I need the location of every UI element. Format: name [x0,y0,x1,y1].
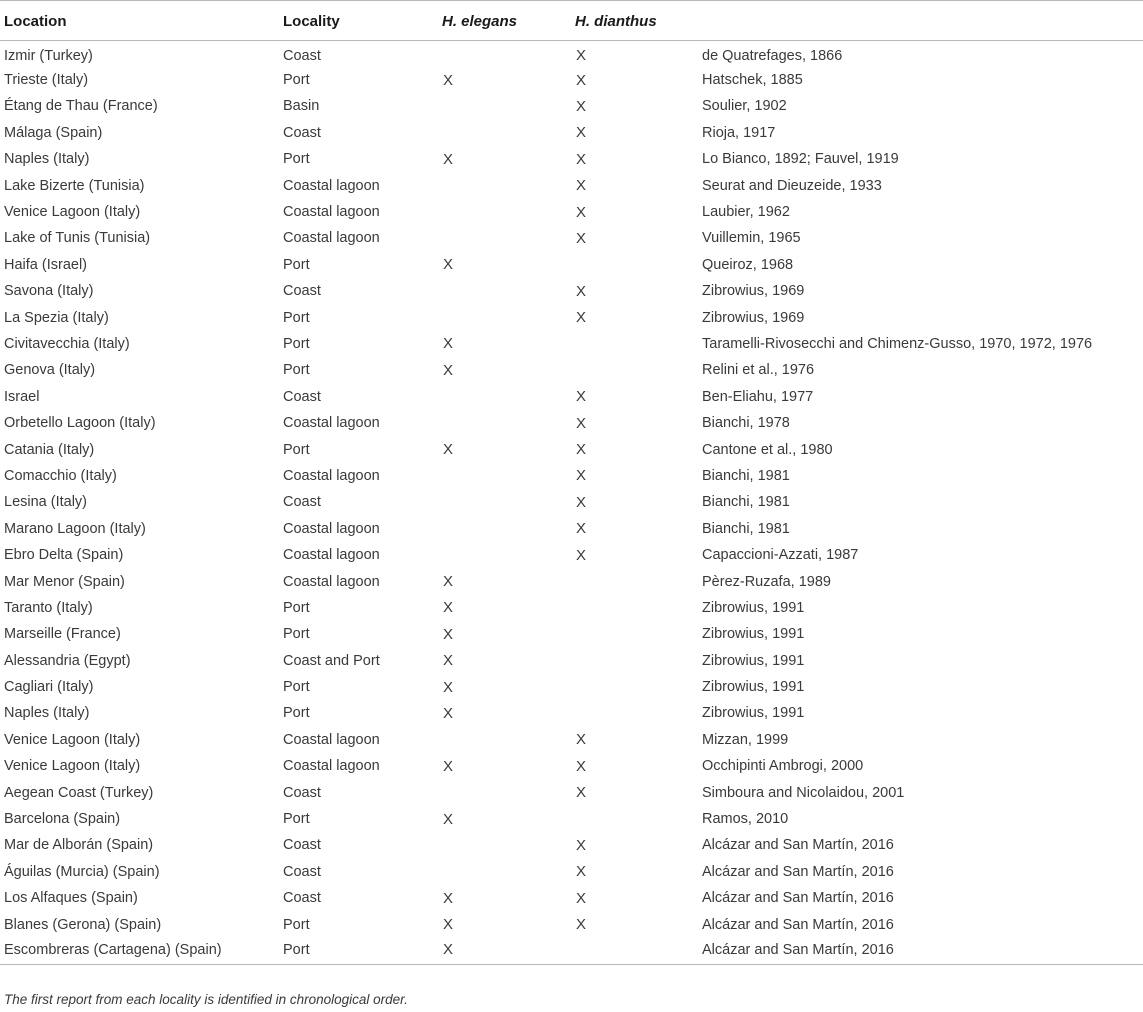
cell-location: Lesina (Italy) [4,494,88,511]
cell-h-elegans-mark: X [443,71,454,89]
cell-location: Águilas (Murcia) (Spain) [4,863,160,880]
table-row [0,172,1143,198]
cell-location: La Spezia (Italy) [4,309,109,326]
cell-location: Lake Bizerte (Tunisia) [4,177,145,194]
cell-locality: Coastal lagoon [283,467,380,484]
cell-h-dianthus-mark: X [576,863,587,881]
cell-reference: Rioja, 1917 [702,124,776,141]
cell-h-elegans-mark [438,199,571,225]
table-footnote: The first report from each locality is identified in chronological order. [4,992,408,1007]
cell-h-elegans-mark [438,832,571,858]
cell-reference: Alcázar and San Martín, 2016 [702,890,894,907]
cell-h-dianthus-mark: X [576,493,587,511]
cell-locality: Coast [283,124,321,141]
cell-reference: Zibrowius, 1969 [702,309,805,326]
cell-reference: Bianchi, 1981 [702,494,790,511]
cell-location: Lake of Tunis (Tunisia) [4,230,151,247]
cell-location: Ebro Delta (Spain) [4,547,124,564]
cell-locality: Coast [283,890,321,907]
cell-locality: Port [283,941,310,958]
cell-locality: Coast [283,494,321,511]
header-row [0,1,1143,41]
cell-location: Mar Menor (Spain) [4,573,125,590]
cell-h-elegans-mark: X [443,361,454,379]
cell-h-elegans-mark: X [443,599,454,617]
cell-location: Genova (Italy) [4,362,96,379]
cell-h-elegans-mark [438,779,571,805]
table-row [0,67,1143,93]
cell-location: Taranto (Italy) [4,599,93,616]
cell-reference: Zibrowius, 1991 [702,652,805,669]
cell-h-dianthus-mark: X [576,414,587,432]
cell-locality: Coast [283,784,321,801]
table-row [0,384,1143,410]
cell-reference: Alcázar and San Martín, 2016 [702,863,894,880]
cell-locality: Coastal lagoon [283,520,380,537]
table-row [0,542,1143,568]
cell-locality: Port [283,441,310,458]
cell-h-elegans-mark [438,727,571,753]
table-row [0,621,1143,647]
cell-h-dianthus-mark [571,357,702,383]
cell-reference: Taramelli-Rivosecchi and Chimenz-Gusso, 1970, 1972, 1976 [702,335,1093,352]
cell-h-elegans-mark [438,120,571,146]
cell-h-elegans-mark [438,304,571,330]
cell-location: Orbetello Lagoon (Italy) [4,415,156,432]
cell-locality: Port [283,916,310,933]
cell-locality: Port [283,362,310,379]
cell-reference: Zibrowius, 1991 [702,626,805,643]
table-row [0,357,1143,383]
cell-h-dianthus-mark: X [576,203,587,221]
cell-location: Marseille (France) [4,626,121,643]
table-row [0,806,1143,832]
cell-h-elegans-mark: X [443,625,454,643]
table-row [0,463,1143,489]
cell-reference: Vuillemin, 1965 [702,230,801,247]
cell-location: Venice Lagoon (Italy) [4,758,141,775]
cell-h-dianthus-mark: X [576,150,587,168]
cell-locality: Coast [283,47,321,64]
cell-h-dianthus-mark: X [576,282,587,300]
cell-reference: Laubier, 1962 [702,204,790,221]
table-row [0,120,1143,146]
cell-location: Escombreras (Cartagena) (Spain) [4,941,222,958]
cell-h-dianthus-mark: X [576,124,587,142]
cell-location: Barcelona (Spain) [4,811,121,828]
table-body [0,41,1143,965]
cell-reference: Zibrowius, 1991 [702,705,805,722]
cell-h-elegans-mark: X [443,150,454,168]
cell-h-elegans-mark [438,278,571,304]
cell-locality: Coastal lagoon [283,573,380,590]
table-row [0,911,1143,937]
cell-h-elegans-mark: X [443,573,454,590]
cell-reference: Cantone et al., 1980 [702,441,833,458]
cell-reference: Alcázar and San Martín, 2016 [702,837,894,854]
cell-h-dianthus-mark: X [576,467,587,485]
cell-h-elegans-mark [438,41,571,67]
cell-reference: Lo Bianco, 1892; Fauvel, 1919 [702,151,899,168]
cell-location: Catania (Italy) [4,441,95,458]
cell-h-elegans-mark: X [443,757,454,775]
table-row [0,93,1143,119]
cell-h-dianthus-mark: X [576,229,587,247]
cell-reference: Pèrez-Ruzafa, 1989 [702,573,831,590]
cell-locality: Coastal lagoon [283,758,380,775]
cell-location: Izmir (Turkey) [4,47,93,64]
header-location: Location [4,13,67,30]
cell-reference: Alcázar and San Martín, 2016 [702,941,894,958]
table-row [0,568,1143,594]
cell-location: Savona (Italy) [4,283,94,300]
cell-locality: Coastal lagoon [283,204,380,221]
cell-h-dianthus-mark: X [576,441,587,459]
cell-location: Aegean Coast (Turkey) [4,784,154,801]
cell-h-dianthus-mark: X [576,784,587,802]
cell-location: Los Alfaques (Spain) [4,890,138,907]
cell-h-elegans-mark [438,410,571,436]
cell-h-dianthus-mark [571,647,702,673]
cell-reference: Soulier, 1902 [702,98,787,115]
cell-reference: Bianchi, 1978 [702,415,790,432]
table-row [0,700,1143,726]
table-row [0,225,1143,251]
header-h-elegans: H. elegans [442,13,518,30]
cell-reference: Relini et al., 1976 [702,362,815,379]
cell-h-elegans-mark [438,384,571,410]
cell-h-dianthus-mark: X [576,889,587,907]
cell-h-dianthus-mark [571,674,702,700]
cell-location: Venice Lagoon (Italy) [4,204,141,221]
cell-h-dianthus-mark [571,621,702,647]
cell-locality: Port [283,309,310,326]
cell-locality: Coast and Port [283,652,380,669]
cell-locality: Port [283,679,310,696]
cell-reference: Zibrowius, 1969 [702,283,805,300]
cell-locality: Port [283,72,310,89]
cell-h-elegans-mark [438,516,571,542]
cell-location: Comacchio (Italy) [4,467,117,484]
cell-h-elegans-mark [438,542,571,568]
table-row [0,304,1143,330]
table-row [0,146,1143,172]
cell-h-elegans-mark [438,93,571,119]
table-row [0,278,1143,304]
cell-locality: Coastal lagoon [283,547,380,564]
cell-reference: Ben-Eliahu, 1977 [702,388,814,405]
cell-h-elegans-mark [438,172,571,198]
table-row [0,41,1143,67]
cell-reference: Bianchi, 1981 [702,467,790,484]
cell-h-elegans-mark: X [443,916,454,934]
cell-h-dianthus-mark: X [576,388,587,406]
cell-h-elegans-mark: X [443,889,454,907]
cell-h-dianthus-mark: X [576,97,587,115]
cell-locality: Port [283,151,310,168]
table-header [0,1,1143,41]
table-row [0,832,1143,858]
cell-locality: Coast [283,863,321,880]
cell-location: Alessandria (Egypt) [4,652,131,669]
cell-reference: de Quatrefages, 1866 [702,47,843,64]
cell-h-dianthus-mark [571,938,702,964]
table-row [0,199,1143,225]
cell-location: Haifa (Israel) [4,256,87,273]
table-row [0,252,1143,278]
cell-locality: Coast [283,837,321,854]
cell-h-elegans-mark: X [443,941,454,959]
cell-location: Naples (Italy) [4,705,90,722]
table-row [0,859,1143,885]
cell-h-elegans-mark [438,463,571,489]
table-row [0,595,1143,621]
cell-h-dianthus-mark: X [576,757,587,775]
cell-h-elegans-mark [438,489,571,515]
cell-h-dianthus-mark: X [576,916,587,934]
table-row [0,674,1143,700]
header-h-dianthus: H. dianthus [575,13,657,30]
cell-h-dianthus-mark: X [576,177,587,195]
cell-locality: Port [283,335,310,352]
cell-reference: Occhipinti Ambrogi, 2000 [702,758,864,775]
cell-reference: Zibrowius, 1991 [702,599,805,616]
cell-h-dianthus-mark [571,331,702,357]
cell-h-elegans-mark: X [443,704,454,722]
cell-h-dianthus-mark: X [576,309,587,327]
cell-h-dianthus-mark [571,806,702,832]
cell-reference: Simboura and Nicolaidou, 2001 [702,784,905,801]
cell-locality: Coastal lagoon [283,230,380,247]
cell-reference: Capaccioni-Azzati, 1987 [702,547,859,564]
cell-h-elegans-mark [438,859,571,885]
cell-location: Marano Lagoon (Italy) [4,520,146,537]
cell-h-dianthus-mark [571,700,702,726]
cell-h-elegans-mark: X [443,335,454,353]
cell-location: Cagliari (Italy) [4,679,94,696]
table-row [0,331,1143,357]
cell-reference: Bianchi, 1981 [702,520,790,537]
cell-h-dianthus-mark [571,595,702,621]
cell-locality: Coastal lagoon [283,415,380,432]
cell-h-elegans-mark: X [443,256,454,274]
cell-h-dianthus-mark [571,568,702,594]
cell-h-elegans-mark: X [443,678,454,696]
cell-h-elegans-mark: X [443,441,454,459]
cell-location: Naples (Italy) [4,151,90,168]
cell-reference: Ramos, 2010 [702,811,789,828]
cell-h-dianthus-mark [571,252,702,278]
cell-reference: Mizzan, 1999 [702,731,789,748]
cell-h-elegans-mark: X [443,810,454,828]
cell-location: Mar de Alborán (Spain) [4,837,154,854]
cell-h-dianthus-mark: X [576,47,587,65]
cell-locality: Port [283,811,310,828]
cell-location: Trieste (Italy) [4,72,89,89]
cell-location: Israel [4,388,40,405]
cell-locality: Port [283,626,310,643]
cell-reference: Queiroz, 1968 [702,256,794,273]
cell-reference: Seurat and Dieuzeide, 1933 [702,177,882,194]
cell-locality: Port [283,256,310,273]
cell-location: Málaga (Spain) [4,124,103,141]
table-row [0,885,1143,911]
cell-h-elegans-mark [438,225,571,251]
table-row [0,647,1143,673]
cell-reference: Hatschek, 1885 [702,72,803,89]
cell-locality: Port [283,705,310,722]
cell-h-dianthus-mark: X [576,731,587,749]
table-row [0,410,1143,436]
cell-locality: Coastal lagoon [283,177,380,194]
table-row [0,516,1143,542]
table-row [0,727,1143,753]
cell-locality: Coast [283,388,321,405]
cell-reference: Alcázar and San Martín, 2016 [702,916,894,933]
table-row [0,753,1143,779]
cell-locality: Port [283,599,310,616]
cell-locality: Basin [283,98,320,115]
cell-h-dianthus-mark: X [576,836,587,854]
table-row [0,436,1143,462]
header-locality: Locality [283,13,340,30]
cell-h-dianthus-mark: X [576,71,587,89]
table-row [0,489,1143,515]
table-row [0,938,1143,964]
cell-h-elegans-mark: X [443,652,454,670]
header-reference [702,1,1143,41]
cell-locality: Coast [283,283,321,300]
cell-h-dianthus-mark: X [576,546,587,564]
cell-location: Étang de Thau (France) [4,98,158,115]
cell-location: Blanes (Gerona) (Spain) [4,916,162,933]
cell-reference: Zibrowius, 1991 [702,679,805,696]
cell-location: Civitavecchia (Italy) [4,335,130,352]
table-row [0,779,1143,805]
cell-h-dianthus-mark: X [576,520,587,538]
cell-locality: Coastal lagoon [283,731,380,748]
cell-location: Venice Lagoon (Italy) [4,731,141,748]
